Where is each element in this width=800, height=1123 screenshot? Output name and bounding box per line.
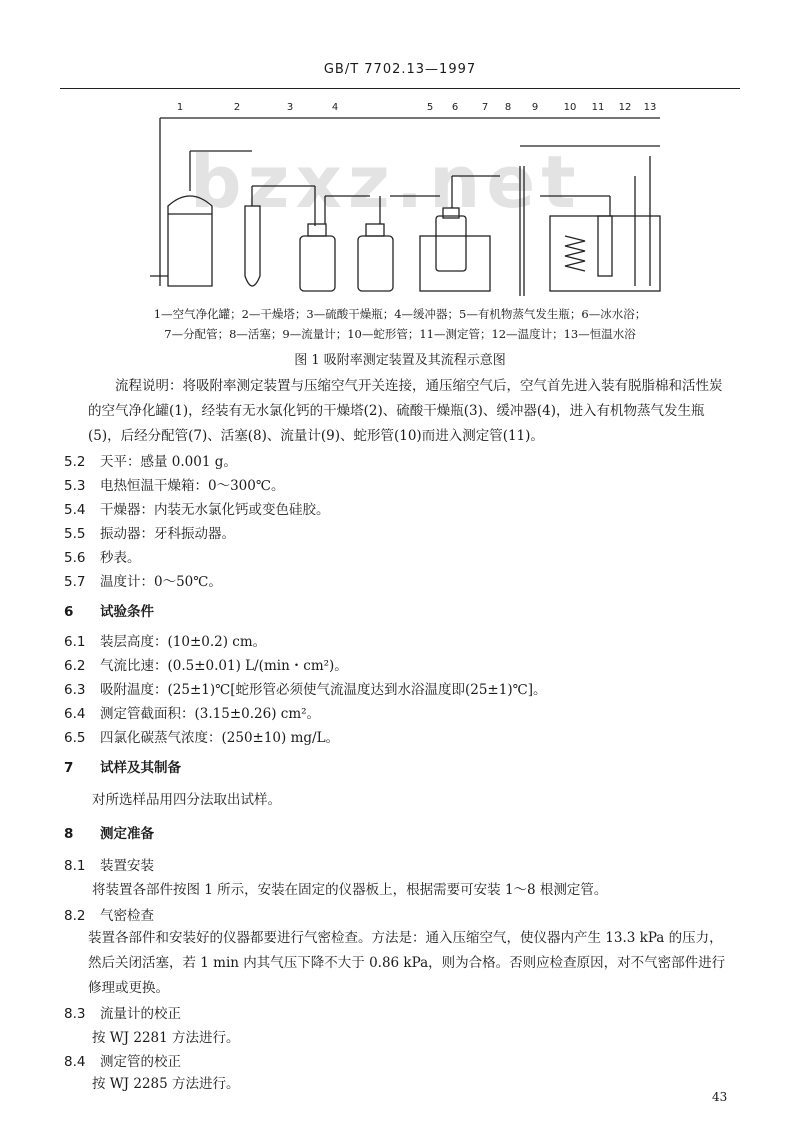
section-8-4-heading: 8.4 测定管的校正 [64,1054,181,1070]
running-header: GB/T 7702.13—1997 [323,62,477,77]
callout-12: 12 [618,102,632,113]
section-7-text: 对所选样品用四分法取出试样。 [92,792,281,808]
section-8-4-text: 按 WJ 2285 方法进行。 [92,1076,240,1092]
item-5-6: 5.6 秒表。 [64,550,141,566]
section-6-heading: 6 试验条件 [64,604,154,620]
callout-4: 4 [331,102,339,113]
item-6-5: 6.5 四氯化碳蒸气浓度：(250±10) mg/L。 [64,730,340,746]
callout-3: 3 [286,102,294,113]
item-6-3: 6.3 吸附温度：(25±1)℃[蛇形管必须使气流温度达到水浴温度即(25±1)℃]。 [64,682,547,698]
section-8-2-heading: 8.2 气密检查 [64,908,154,924]
item-6-2: 6.2 气流比速：(0.5±0.01) L/(min・cm²)。 [64,658,348,674]
item-5-7: 5.7 温度计：0～50℃。 [64,574,222,590]
callout-1: 1 [176,102,184,113]
item-5-2: 5.2 天平：感量 0.001 g。 [64,454,237,470]
callout-6: 6 [451,102,459,113]
section-8-3-text: 按 WJ 2281 方法进行。 [92,1030,240,1046]
figure-legend-line2: 7—分配管；8—活塞；9—流量计；10—蛇形管；11—测定管；12—温度计；13—恒温水浴 [164,327,636,341]
section-8-1-heading: 8.1 装置安装 [64,858,154,874]
callout-5: 5 [426,102,434,113]
section-8-2-text: 装置各部件和安装好的仪器都要进行气密检查。方法是：通入压缩空气，使仪器内产生 13.3 kPa 的压力，然后关闭活塞，若 1 min 内其气压下降不大于 0.86 kPa，则为合格。否则应检查原因，对不气密部件进行修理或更换。 [88,930,726,996]
callout-7: 7 [481,102,489,113]
callout-13: 13 [643,102,657,113]
section-8-3-heading: 8.3 流量计的校正 [64,1006,181,1022]
callout-10: 10 [563,102,577,113]
header-rule [60,88,740,89]
figure-legend-line1: 1—空气净化罐；2—干燥塔；3—硫酸干燥瓶；4—缓冲器；5—有机物蒸气发生瓶；6—冰水浴； [153,307,647,321]
section-7-heading: 7 试样及其制备 [64,760,181,776]
callout-11: 11 [591,102,605,113]
page-number: 43 [712,1090,728,1104]
item-6-1: 6.1 装层高度：(10±0.2) cm。 [64,634,267,650]
item-5-3: 5.3 电热恒温干燥箱：0～300℃。 [64,478,285,494]
figure-title: 图 1 吸附率测定装置及其流程示意图 [294,353,506,368]
flow-description: 流程说明：将吸附率测定装置与压缩空气开关连接，通压缩空气后，空气首先进入装有脱脂棉和活性炭的空气净化罐(1)，经装有无水氯化钙的干燥塔(2)、硫酸干燥瓶(3)、缓冲器(4)，进入有机物蒸气发生瓶(5)，后经分配管(7)、活塞(8)、流量计(9)、蛇形管(10)而进入测定管(11)。 [88,378,723,444]
item-6-4: 6.4 测定管截面积：(3.15±0.26) cm²。 [64,706,321,722]
item-5-4: 5.4 干燥器：内装无水氯化钙或变色硅胶。 [64,502,330,518]
callout-2: 2 [233,102,241,113]
item-5-5: 5.5 振动器：牙科振动器。 [64,526,235,542]
section-8-heading: 8 测定准备 [64,826,154,842]
callout-9: 9 [531,102,539,113]
section-8-1-text: 将装置各部件按图 1 所示，安装在固定的仪器板上，根据需要可安装 1～8 根测定管。 [92,882,608,898]
apparatus-figure [140,96,680,316]
watermark: bzxz.net [190,140,582,224]
callout-8: 8 [504,102,512,113]
